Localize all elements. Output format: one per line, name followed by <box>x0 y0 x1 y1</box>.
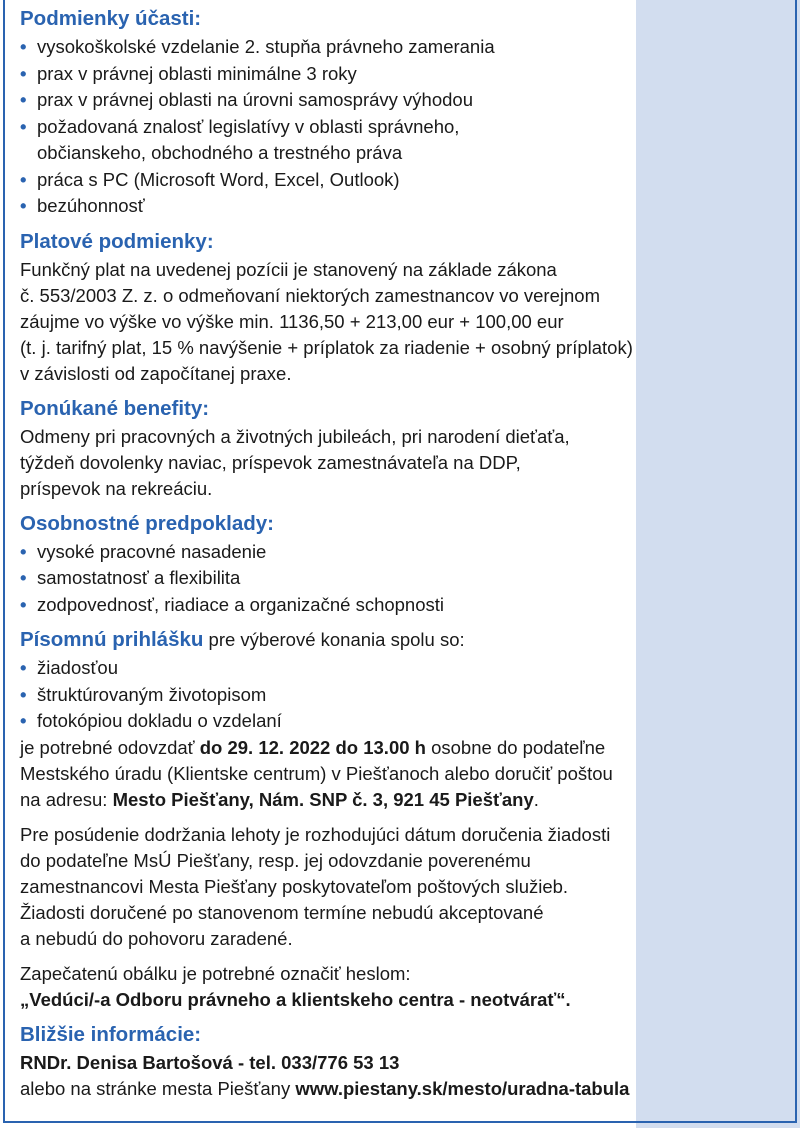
personal-heading: Osobnostné predpoklady: <box>20 511 274 535</box>
list-item: • žiadosťou <box>20 655 790 682</box>
list-item: • práca s PC (Microsoft Word, Excel, Outlook) <box>20 167 790 194</box>
benefits-heading: Ponúkané benefity: <box>20 396 210 420</box>
list-item: • zodpovednosť, riadiace a organizačné schopnosti <box>20 592 790 619</box>
application-heading-line <box>20 627 790 653</box>
more-info-text: RNDr. Denisa Bartošová - tel. 033/776 53 13 alebo na stránke mesta Piešťany www.piestany.sk/mesto/uradna-tabula <box>20 1051 630 1099</box>
job-posting-content <box>20 6 790 1102</box>
application-instructions: je potrebné odovzdať do 29. 12. 2022 do 13.00 h osobne do podateľne Mestského úradu (Klientske centrum) v Piešťanoch alebo doručiť poštou na adresu: Mesto Piešťany, Nám. SNP č. 3, 921 45 Piešťany. <box>20 736 613 810</box>
list-item: • požadovaná znalosť legislatívy v oblasti správneho, občianskeho, obchodného a trestného práva <box>20 115 460 163</box>
list-item: • štruktúrovaným životopisom <box>20 682 790 709</box>
list-item: • fotokópiou dokladu o vzdelaní <box>20 708 790 735</box>
bullet-icon: • <box>20 36 27 57</box>
list-item: • prax v právnej oblasti minimálne 3 roky <box>20 61 790 88</box>
benefits-text: Odmeny pri pracovných a životných jubileách, pri narodení dieťaťa, týždeň dovolenky naviac, príspevok zamestnávateľa na DDP, príspevok na rekreáciu. <box>20 425 570 499</box>
bullet-icon: • <box>20 195 27 216</box>
bullet-icon: • <box>20 657 27 678</box>
application-deadline: do 29. 12. 2022 do 13.00 h <box>199 736 426 758</box>
list-item: • prax v právnej oblasti na úrovni samosprávy výhodou <box>20 87 790 114</box>
bullet-icon: • <box>20 89 27 110</box>
list-item: • bezúhonnosť <box>20 193 790 220</box>
envelope-slogan: „Vedúci/-a Odboru právneho a klientskeho centra - neotvárať“. <box>20 988 571 1010</box>
more-info-heading: Bližšie informácie: <box>20 1022 202 1046</box>
list-item: • vysoké pracovné nasadenie <box>20 539 790 566</box>
list-item: • samostatnosť a flexibilita <box>20 565 790 592</box>
bullet-icon: • <box>20 115 27 137</box>
bullet-icon: • <box>20 683 27 705</box>
salary-heading: Platové podmienky: <box>20 229 214 253</box>
bullet-icon: • <box>20 540 27 562</box>
salary-text: Funkčný plat na uvedenej pozícii je stanovený na základe zákona č. 553/2003 Z. z. o odmeňovaní niektorých zamestnancov vo verejnom záujme vo výške vo výške min. 1136,50 + 213,00 eur + 100,00 eur (t. j. tarifný plat, 15 % navýšenie + príplatok za riadenie + osobný príplatok) v závislosti od započítanej praxe. <box>20 258 633 384</box>
deadline-note: Pre posúdenie dodržania lehoty je rozhodujúci dátum doručenia žiadosti do podateľne MsÚ Piešťany, resp. jej odovzdanie poverenému zamestnancovi Mesta Piešťany poskytovateľom poštových služieb. Žiadosti doručené po stanovenom termíne nebudú akceptované a nebudú do pohovoru zaradené. <box>20 823 611 949</box>
personal-list <box>20 539 790 619</box>
conditions-list <box>20 34 790 220</box>
application-address: Mesto Piešťany, Nám. SNP č. 3, 921 45 Piešťany <box>112 788 534 810</box>
bullet-icon: • <box>20 168 27 190</box>
application-heading: Písomnú prihlášku <box>20 628 204 651</box>
conditions-heading: Podmienky účasti: <box>20 7 202 30</box>
bullet-icon: • <box>20 567 27 588</box>
application-heading-rest: pre výberové konania spolu so: <box>203 629 465 650</box>
list-item: • vysokoškolské vzdelanie 2. stupňa právneho zamerania <box>20 34 790 61</box>
bullet-icon: • <box>20 710 27 731</box>
contact-person: RNDr. Denisa Bartošová - tel. 033/776 53 13 <box>20 1051 400 1073</box>
website-link[interactable]: www.piestany.sk/mesto/uradna-tabula <box>295 1077 630 1099</box>
envelope-note: Zapečatenú obálku je potrebné označiť heslom: „Vedúci/-a Odboru právneho a klientskeho centra - neotvárať“. <box>20 962 571 1010</box>
application-list <box>20 655 790 735</box>
bullet-icon: • <box>20 593 27 615</box>
bullet-icon: • <box>20 62 27 84</box>
